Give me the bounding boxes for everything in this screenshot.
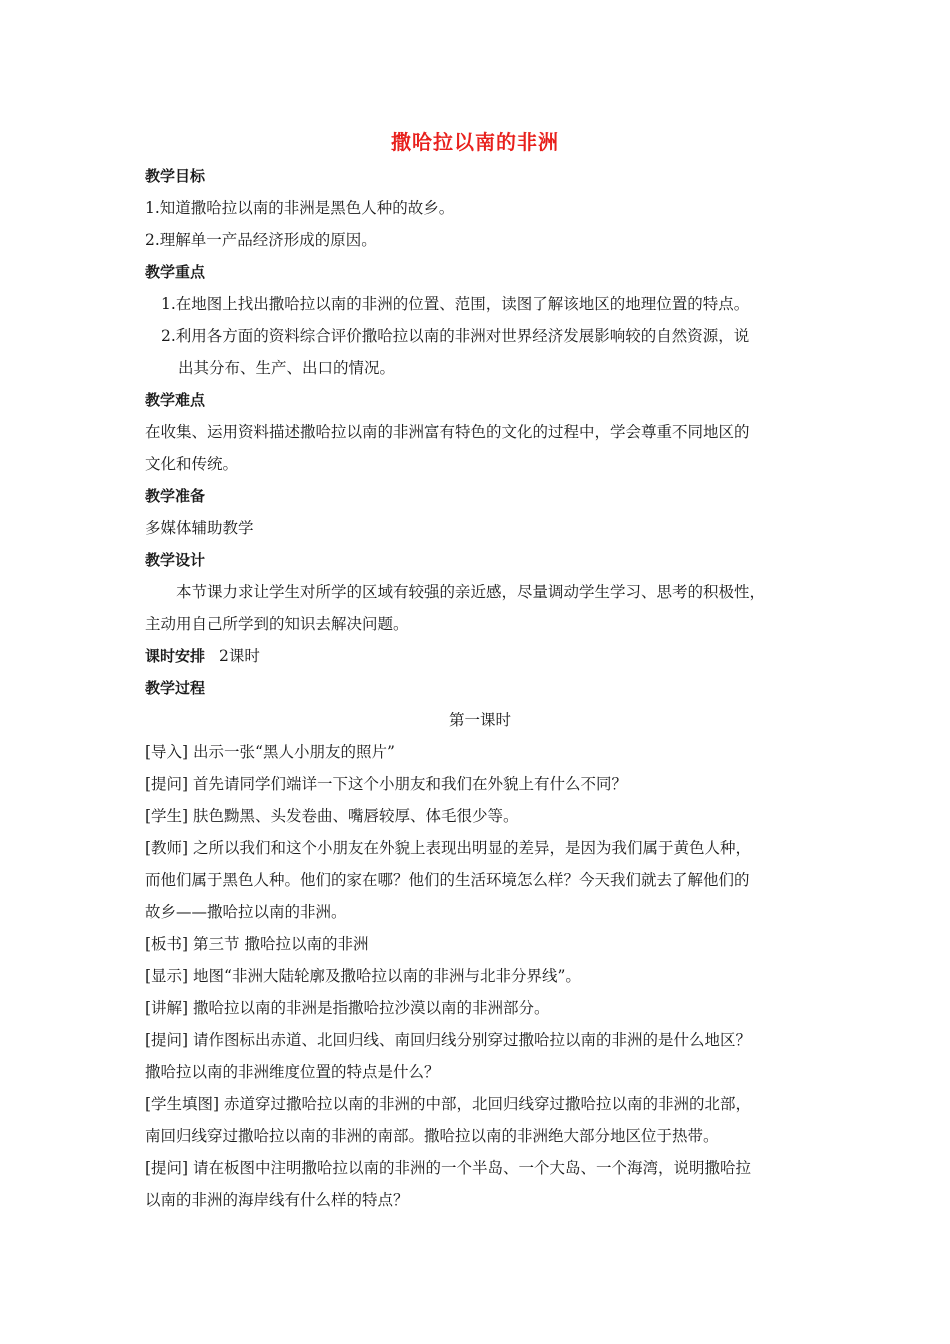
process-line: [提问] 请作图标出赤道、北回归线、南回归线分别穿过撒哈拉以南的非洲的是什么地区？ [145,1031,752,1049]
design-heading: 教学设计 [145,551,206,569]
process-line: [导入] 出示一张“黑人小朋友的照片” [145,743,395,761]
process-line: 撒哈拉以南的非洲维度位置的特点是什么？ [145,1063,440,1081]
process-line: 故乡——撒哈拉以南的非洲。 [145,903,347,921]
document-body [145,160,815,1216]
objective-item: 2.理解单一产品经济形成的原因。 [145,231,377,249]
preparation-heading: 教学准备 [145,487,206,505]
key-points-heading: 教学重点 [145,263,206,281]
design-line: 本节课力求让学生对所学的区域有较强的亲近感，尽量调动学生学习、思考的积极性， [176,583,766,601]
design-line: 主动用自己所学到的知识去解决问题。 [145,615,409,633]
key-point-line: 2.利用各方面的资料综合评价撒哈拉以南的非洲对世界经济发展影响较的自然资源，说 [161,327,750,345]
preparation-text: 多媒体辅助教学 [145,519,254,537]
process-line: [教师] 之所以我们和这个小朋友在外貌上表现出明显的差异，是因为我们属于黄色人种， [145,839,752,857]
process-line: [学生] 肤色黝黑、头发卷曲、嘴唇较厚、体毛很少等。 [145,807,519,825]
objective-item: 1.知道撒哈拉以南的非洲是黑色人种的故乡。 [145,199,455,217]
process-line: 南回归线穿过撒哈拉以南的非洲的南部。撒哈拉以南的非洲绝大部分地区位于热带。 [145,1127,719,1145]
process-line: [显示] 地图“非洲大陆轮廓及撒哈拉以南的非洲与北非分界线”。 [145,967,581,985]
difficulty-line: 在收集、运用资料描述撒哈拉以南的非洲富有特色的文化的过程中，学会尊重不同地区的 [145,423,750,441]
schedule-value: 2课时 [219,647,260,665]
process-line: 而他们属于黑色人种。他们的家在哪？他们的生活环境怎么样？今天我们就去了解他们的 [145,871,750,889]
difficulty-line: 文化和传统。 [145,455,239,473]
process-line: [提问] 首先请同学们端详一下这个小朋友和我们在外貌上有什么不同？ [145,775,628,793]
lesson-title: 第一课时 [448,711,511,729]
document-title: 撒哈拉以南的非洲 [391,130,559,154]
process-line: [提问] 请在板图中注明撒哈拉以南的非洲的一个半岛、一个大岛、一个海湾，说明撒哈拉 [145,1159,752,1177]
schedule-row [145,640,815,672]
process-line: [讲解] 撒哈拉以南的非洲是指撒哈拉沙漠以南的非洲部分。 [145,999,550,1017]
key-point-line: 出其分布、生产、出口的情况。 [178,359,396,377]
process-line: 以南的非洲的海岸线有什么样的特点？ [145,1191,409,1209]
process-line: [学生填图] 赤道穿过撒哈拉以南的非洲的中部，北回归线穿过撒哈拉以南的非洲的北部， [145,1095,752,1113]
process-heading: 教学过程 [145,679,206,697]
process-line: [板书] 第三节 撒哈拉以南的非洲 [145,935,369,953]
difficulties-heading: 教学难点 [145,391,206,409]
objectives-heading: 教学目标 [145,167,206,185]
schedule-label: 课时安排 [145,647,206,665]
key-point-line: 1.在地图上找出撒哈拉以南的非洲的位置、范围，读图了解该地区的地理位置的特点。 [161,295,750,313]
